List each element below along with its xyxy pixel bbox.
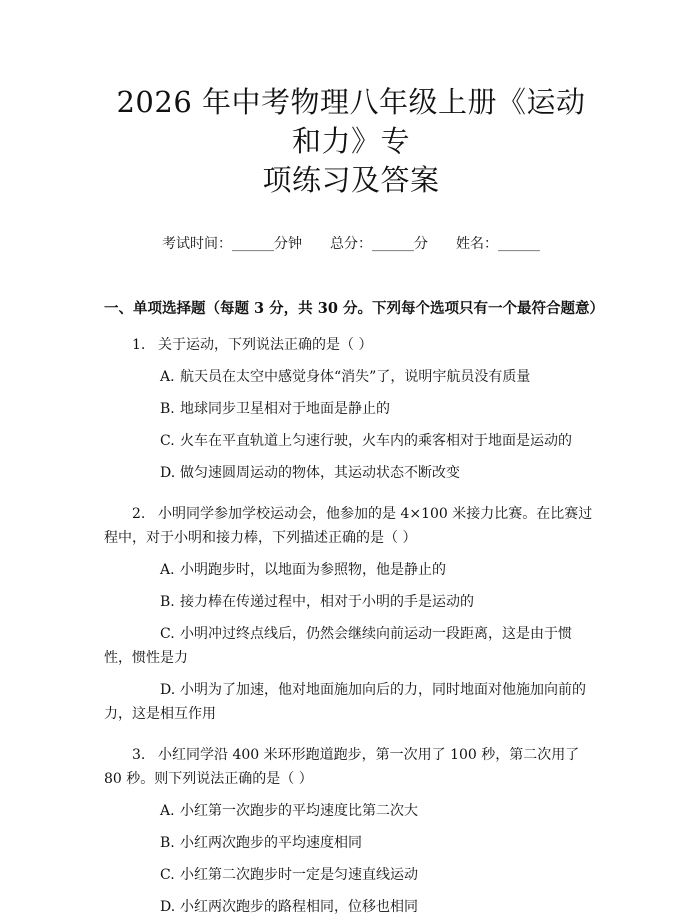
option-c <box>104 622 598 670</box>
option-letter: A. <box>160 562 175 578</box>
option-letter: C. <box>160 626 175 642</box>
question-stem <box>104 502 598 550</box>
option-text: 小红第二次跑步时一定是匀速直线运动 <box>180 867 418 883</box>
question-text: 关于运动，下列说法正确的是（ ） <box>158 337 373 353</box>
exam-info <box>104 234 598 254</box>
option-d <box>104 895 598 919</box>
student-name-field: 姓名：______ <box>456 236 540 252</box>
option-text: 小明冲过终点线后，仍然会继续向前运动一段距离，这是由于惯性，惯性是力 <box>104 626 572 666</box>
option-letter: D. <box>160 682 176 698</box>
document-title <box>104 0 598 200</box>
option-d <box>104 461 598 485</box>
question-stem <box>104 333 598 357</box>
option-a <box>104 558 598 582</box>
question-3 <box>104 743 598 919</box>
question-text: 小红同学沿 400 米环形跑道跑步，第一次用了 100 秒，第二次用了 80 秒。则下列说法正确的是（ ） <box>104 747 580 787</box>
option-text: 航天员在太空中感觉身体“消失”了，说明宇航员没有质量 <box>180 369 531 385</box>
option-text: 做匀速圆周运动的物体，其运动状态不断改变 <box>180 465 460 481</box>
section-heading: 一、单项选择题（每题 3 分，共 30 分。下列每个选项只有一个最符合题意） <box>104 300 604 317</box>
total-score-field: 总分：______分 <box>330 236 428 252</box>
option-text: 接力棒在传递过程中，相对于小明的手是运动的 <box>180 594 474 610</box>
option-letter: A. <box>160 369 175 385</box>
question-number: 2. <box>132 506 146 522</box>
option-a <box>104 365 598 389</box>
option-d <box>104 678 598 726</box>
option-b <box>104 590 598 614</box>
option-letter: B. <box>160 401 175 417</box>
title-line-1: 2026 年中考物理八年级上册《运动和力》专 <box>116 85 586 158</box>
option-letter: D. <box>160 899 176 915</box>
question-number: 1. <box>132 337 146 353</box>
option-text: 地球同步卫星相对于地面是静止的 <box>180 401 390 417</box>
option-c <box>104 429 598 453</box>
option-letter: D. <box>160 465 176 481</box>
title-line-2: 项练习及答案 <box>262 163 440 197</box>
question-number: 3. <box>132 747 146 763</box>
option-letter: C. <box>160 867 175 883</box>
option-c <box>104 863 598 887</box>
question-1 <box>104 333 598 485</box>
option-a <box>104 799 598 823</box>
question-stem <box>104 743 598 791</box>
option-b <box>104 397 598 421</box>
option-text: 小红两次跑步的平均速度相同 <box>180 835 362 851</box>
option-letter: B. <box>160 835 175 851</box>
option-letter: B. <box>160 594 175 610</box>
option-b <box>104 831 598 855</box>
option-letter: A. <box>160 803 175 819</box>
option-text: 火车在平直轨道上匀速行驶，火车内的乘客相对于地面是运动的 <box>180 433 572 449</box>
option-letter: C. <box>160 433 175 449</box>
option-text: 小明跑步时，以地面为参照物，他是静止的 <box>180 562 446 578</box>
exam-time-field: 考试时间：______分钟 <box>162 236 302 252</box>
question-text: 小明同学参加学校运动会，他参加的是 4×100 米接力比赛。在比赛过程中，对于小明和接力棒，下列描述正确的是（ ） <box>104 506 593 546</box>
question-2 <box>104 502 598 726</box>
option-text: 小红第一次跑步的平均速度比第二次大 <box>180 803 418 819</box>
option-text: 小红两次跑步的路程相同，位移也相同 <box>180 899 418 915</box>
option-text: 小明为了加速，他对地面施加向后的力，同时地面对他施加向前的力，这是相互作用 <box>104 682 586 722</box>
